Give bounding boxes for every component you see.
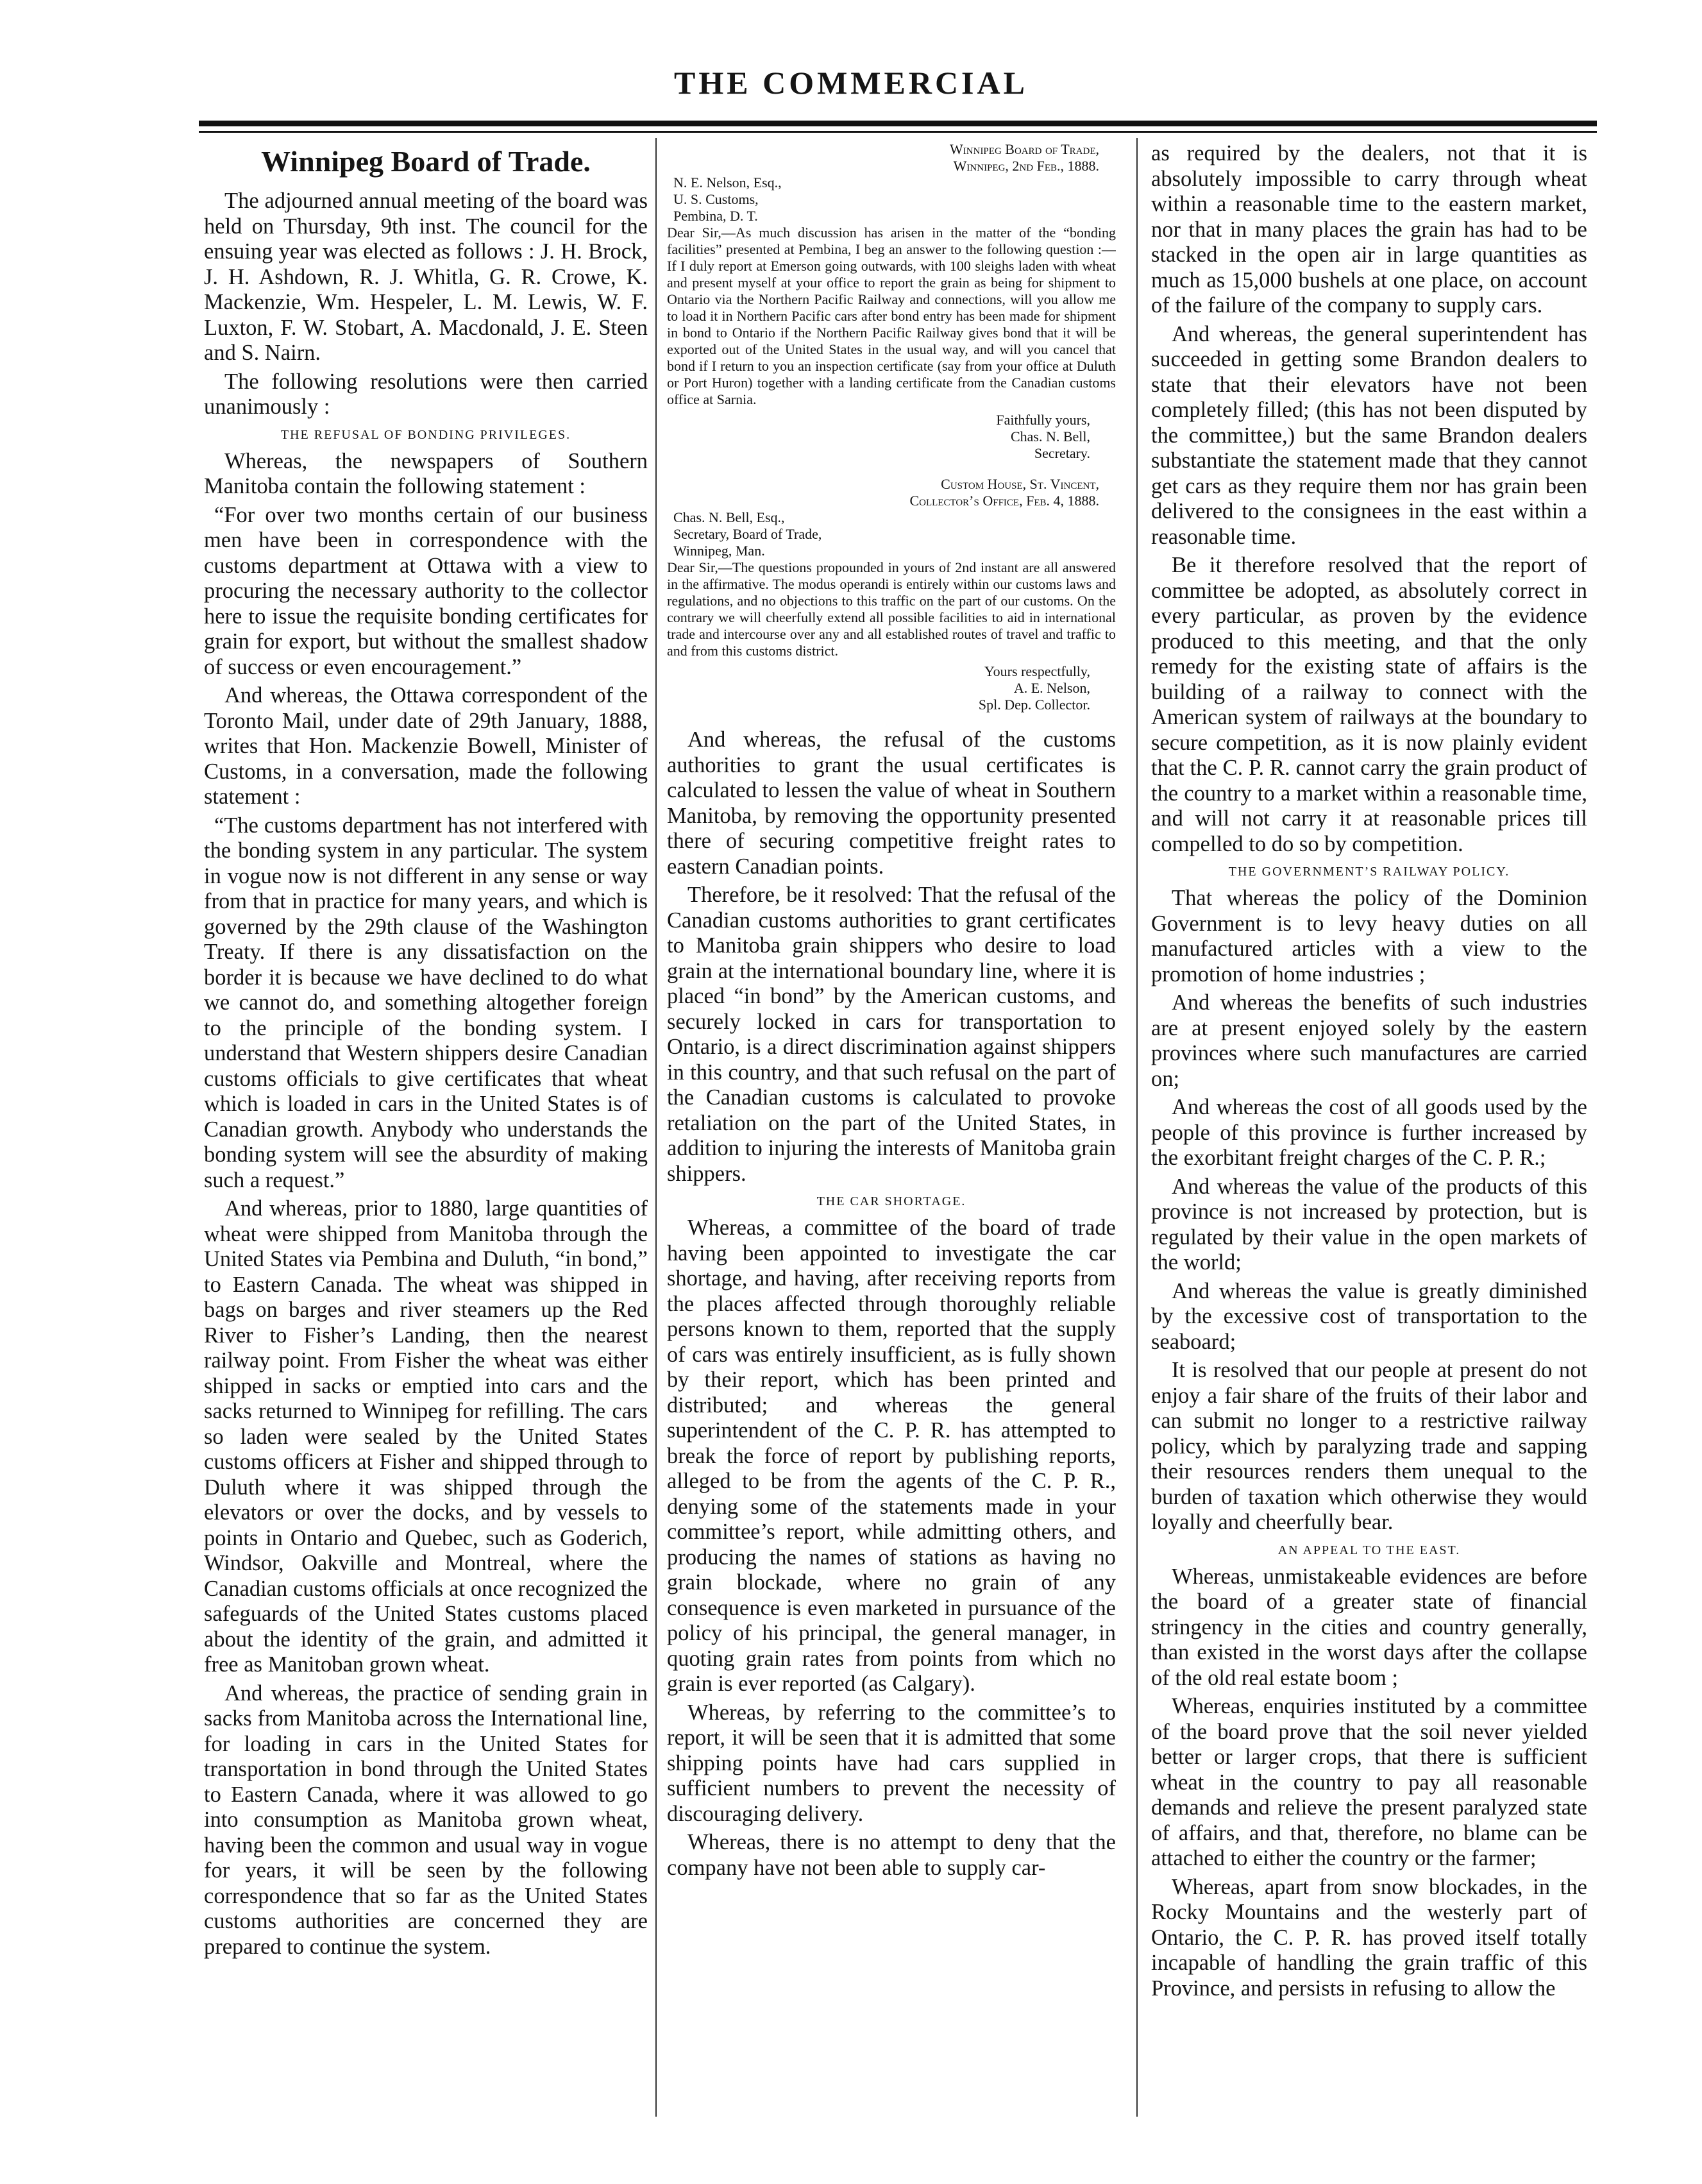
- column-3: [1151, 141, 1587, 2117]
- paragraph: And whereas the value of the products of this province is not increased by protection, but is regulated by their value in the open markets of the world;: [1151, 1174, 1587, 1274]
- paragraph: And whereas, the refusal of the customs authorities to grant the usual certificates is calculated to lessen the value of wheat in Southern Manitoba, by removing the opportunity presented there of securing competitive freight rates to eastern Canadian points.: [667, 727, 1116, 879]
- paragraph: And whereas, the general superintendent has succeeded in getting some Brandon dealers to state that their elevators have not been completely filled; (this has not been disputed by the committee,) but the same Brandon dealers substantiate the statement made that they cannot get cars as they require them nor has grain been delivered to the consignees in the east within a reasonable time.: [1151, 321, 1587, 549]
- paragraph: as required by the dealers, not that it is absolutely impossible to carry through wheat within a reasonable time to the eastern market, nor that in many places the grain has had to be stacked in the open air in large quantities as much as 15,000 bushels at one place, on account of the failure of the company to supply cars.: [1151, 141, 1587, 317]
- letter-addressee: Secretary, Board of Trade,: [673, 526, 822, 542]
- quotation: “For over two months certain of our business men have been in correspondence with the customs department at Ottawa with a view to procuring the necessary authority to the collector here to issue the requisite bonding certificates for grain for export, but without the smallest shadow of success or even encouragement.”: [204, 502, 648, 679]
- section-heading: THE GOVERNMENT’S RAILWAY POLICY.: [1228, 865, 1510, 879]
- letter-date: Winnipeg, 2nd Feb., 1888.: [953, 158, 1099, 174]
- letter-signature: Faithfully yours,: [996, 412, 1090, 428]
- paragraph: And whereas the value is greatly diminished by the excessive cost of transportation to the seaboard;: [1151, 1278, 1587, 1354]
- paragraph: Whereas, a committee of the board of trade having been appointed to investigate the car shortage, and having, after receiving reports from the places affected through thoroughly reliable persons known to them, reported that the supply of cars was entirely insufficient, as is fully shown by their report, which has been printed and distributed; and whereas the general superintendent of the C. P. R. has attempted to break the force of report by publishing reports, alleged to be from the agents of the C. P. R., denying some of the statements made in your committee’s report, while admitting others, and producing the names of stations as having no grain blockade, where no grain of any consequence is even marketed in pursuance of the policy of his principal, the general manager, in quoting grain rates from points from which no grain is ever reported (as Calgary).: [667, 1215, 1116, 1696]
- paragraph: And whereas, prior to 1880, large quantities of wheat were shipped from Manitoba through the United States via Pembina and Duluth, “in bond,” to Eastern Canada. The wheat was shipped in bags on barges and river steamers up the Red River to Fisher’s Landing, then the nearest railway point. From Fisher the wheat was either shipped in sacks or emptied into cars and the sacks returned to Winnipeg for refilling. The cars so laden were sealed by the United States customs officers at Fisher and shipped through to Duluth where it was shipped through the elevators or over the docks, and by vessels to points in Ontario and Quebec, such as Goderich, Windsor, Oakville and Montreal, where the Canadian customs officials at once recognized the safeguards of the United States customs placed about the identity of the grain, and admitted it free as Manitoban grown wheat.: [204, 1196, 648, 1677]
- letter-heading: Winnipeg Board of Trade,: [950, 141, 1099, 157]
- paragraph: The following resolutions were then carried unanimously :: [204, 369, 648, 419]
- paragraph: That whereas the policy of the Dominion Government is to levy heavy duties on all manufactured articles with a view to the promotion of home industries ;: [1151, 886, 1587, 986]
- letter-addressee: U. S. Customs,: [673, 191, 759, 207]
- paragraph: Be it therefore resolved that the report of committee be adopted, as absolutely correct in every particular, as proven by the evidence produced to this meeting, and that the only remedy for the existing state of affairs is the building of a railway to connect with the American system of railways at the boundary to secure competition, as it is now plainly evident that the C. P. R. cannot carry the grain product of the country to a market within a reasonable time, and will not carry it at reasonable prices till compelled to do so by competition.: [1151, 553, 1587, 856]
- paragraph: Whereas, enquiries instituted by a committee of the board prove that the soil never yielded better or larger crops, that there is sufficient wheat in the country to pay all reasonable demands and relieve the present paralyzed state of affairs, and that, therefore, no blame can be attached to either the country or the farmer;: [1151, 1694, 1587, 1870]
- paragraph: It is resolved that our people at present do not enjoy a fair share of the fruits of their labor and can submit no longer to a restrictive railway policy, which by paralyzing trade and sapping their resources renders them unequal to the burden of taxation which otherwise they would loyally and cheerfully bear.: [1151, 1358, 1587, 1534]
- section-heading: THE REFUSAL OF BONDING PRIVILEGES.: [280, 427, 571, 442]
- letter-addressee: Winnipeg, Man.: [673, 543, 765, 559]
- paragraph: Whereas, apart from snow blockades, in the Rocky Mountains and the westerly part of Ontario, the C. P. R. has proved itself totally incapable of handling the grain traffic of this Province, and persists in refusing to allow the: [1151, 1874, 1587, 2001]
- letter-body: Dear Sir,—As much discussion has arisen in the matter of the “bonding facilities” presented at Pembina, I beg an answer to the following question :— If I duly report at Emerson going outwards, with 100 sleighs laden with wheat and present myself at your office to report the grain as being for shipment to Ontario via the Northern Pacific Railway and connections, will you allow me to load it in Northern Pacific cars after bond entry has been made for shipment in bond to Ontario if the Northern Pacific Railway gives bond that it will be exported out of the United States in the usual way, and will you cancel that bond if I return to you an inspection certificate (say from your office at Duluth or Port Huron) together with a landing certificate from the Canadian customs office at Sarnia.: [667, 224, 1116, 407]
- letter-signature: A. E. Nelson,: [1013, 680, 1090, 696]
- article-title: Winnipeg Board of Trade.: [261, 145, 591, 178]
- paragraph: And whereas the benefits of such industries are at present enjoyed solely by the eastern provinces where such manufactures are carried on;: [1151, 990, 1587, 1091]
- paragraph: The adjourned annual meeting of the board was held on Thursday, 9th inst. The council for the ensuing year was elected as follows : J. H. Brock, J. H. Ashdown, R. J. Whitla, G. R. Crowe, K. Mackenzie, Wm. Hespeler, L. M. Lewis, W. F. Luxton, F. W. Stobart, A. Macdonald, J. E. Steen and S. Nairn.: [204, 189, 648, 365]
- paragraph: And whereas the cost of all goods used by the people of this province is further increased by the exorbitant freight charges of the C. P. R.;: [1151, 1095, 1587, 1170]
- paragraph: Whereas, there is no attempt to deny that the company have not been able to supply car-: [667, 1830, 1116, 1880]
- section-heading: AN APPEAL TO THE EAST.: [1277, 1543, 1461, 1557]
- paragraph: Whereas, unmistakeable evidences are before the board of a greater state of financial stringency in the cities and country generally, than existed in the worst days after the collapse of the old real estate boom ;: [1151, 1564, 1587, 1690]
- masthead-rule-thick: [199, 121, 1597, 126]
- paragraph: And whereas, the Ottawa correspondent of the Toronto Mail, under date of 29th January, 1888, writes that Hon. Mackenzie Bowell, Minister of Customs, in a conversation, made the following statement :: [204, 683, 648, 809]
- column-divider: [655, 138, 657, 2117]
- quotation: “The customs department has not interfered with the bonding system in any particular. The system in vogue now is not different in any sense or way from that in practice for many years, and which is governed by the 29th clause of the Washington Treaty. If there is any dissatisfaction on the border it is because we have declined to do what we cannot do, and something altogether foreign to the principle of the bonding system. I understand that Western shippers desire Canadian customs officials to give certificates that wheat which is loaded in cars in the United States is of Canadian growth. Anybody who understands the bonding system will see the absurdity of making such a request.”: [204, 813, 648, 1192]
- letter-body: Dear Sir,—The questions propounded in yours of 2nd instant are all answered in the affirmative. The modus operandi is entirely within our customs laws and regulations, and no objections to this traffic on the part of our customs. On the contrary we will cheerfully extend all possible facilities to aid in international trade and intercourse over any and all established routes of travel and traffic to and from this customs district.: [667, 559, 1116, 659]
- paragraph: Therefore, be it resolved: That the refusal of the Canadian customs authorities to grant certificates to Manitoba grain shippers who desire to load grain at the international boundary line, where it is placed “in bond” by the American customs, and securely locked in cars for transportation to Ontario, is a direct discrimination against shippers in this country, and that such refusal on the part of the Canadian customs is calculated to provoke retaliation on the part of the United States, in addition to injuring the interests of Manitoba grain shippers.: [667, 883, 1116, 1186]
- letter-heading: Custom House, St. Vincent,: [941, 476, 1099, 492]
- letter-addressee: Chas. N. Bell, Esq.,: [673, 509, 785, 525]
- letter-signature: Yours respectfully,: [984, 663, 1090, 679]
- column-2: [667, 141, 1116, 2117]
- masthead-rule-thin: [199, 131, 1597, 133]
- section-heading: THE CAR SHORTAGE.: [816, 1194, 966, 1208]
- masthead: THE COMMERCIAL: [674, 65, 1028, 101]
- paragraph: And whereas, the practice of sending grain in sacks from Manitoba across the International line, for loading in cars in the United States for transportation in bond through the United States to Eastern Canada, where it was allowed to go into consumption as Manitoba grown wheat, having been the common and usual way in vogue for years, it will be seen by the following correspondence that so far as the United States customs authorities are concerned they are prepared to continue the system.: [204, 1680, 648, 1959]
- letter-signature: Chas. N. Bell,: [1010, 428, 1090, 444]
- letter-date: Collector’s Office, Feb. 4, 1888.: [909, 493, 1099, 509]
- paragraph: Whereas, by referring to the committee’s to report, it will be seen that it is admitted that some shipping points have had cars supplied in sufficient numbers to prevent the necessity of discouraging delivery.: [667, 1700, 1116, 1826]
- letter-addressee: Pembina, D. T.: [673, 208, 758, 224]
- column-divider: [1136, 138, 1138, 2117]
- column-1: [204, 141, 648, 2117]
- letter-signature: Secretary.: [1034, 445, 1090, 461]
- paragraph: Whereas, the newspapers of Southern Manitoba contain the following statement :: [204, 448, 648, 498]
- letter-addressee: N. E. Nelson, Esq.,: [673, 174, 782, 190]
- letter-signature: Spl. Dep. Collector.: [978, 697, 1090, 713]
